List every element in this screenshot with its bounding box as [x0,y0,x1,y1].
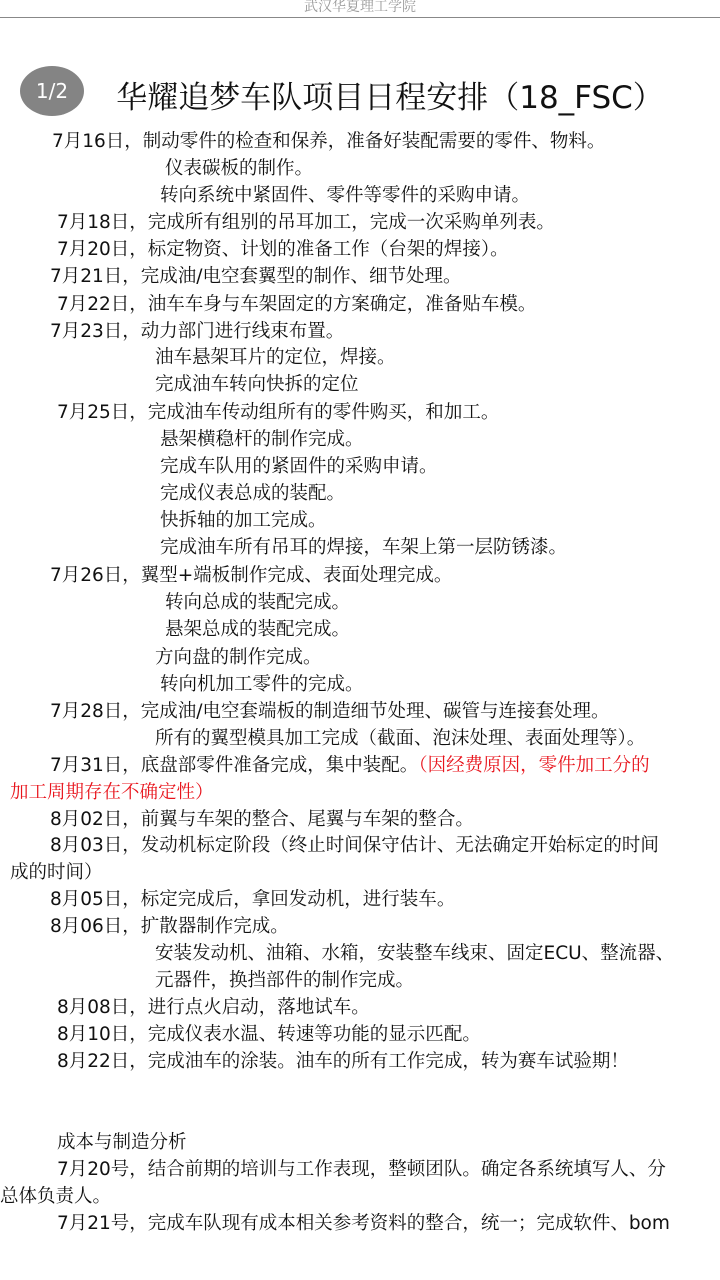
line-text: 完成油车转向快拆的定位 [155,374,359,395]
document-line [165,618,350,642]
line-text: 7月21号，完成车队现有成本相关参考资料的整合，统一；完成软件、bom [57,1213,670,1234]
document-line [50,700,610,724]
line-text: 快拆轴的加工完成。 [160,510,327,531]
document-line [50,265,462,289]
document-line [57,293,536,317]
line-text: 仪表碳板的制作。 [165,158,314,179]
document-line [57,1158,666,1182]
line-text: 完成车队用的紧固件的采购申请。 [160,456,438,477]
line-text: 7月20号，结合前期的培训与工作表现，整顿团队。确定各系统填写人、分 [57,1159,666,1180]
line-text: 转向系统中紧固件、零件等零件的采购申请。 [160,185,531,206]
line-text: 总体负责人。 [0,1186,112,1207]
line-text: 所有的翼型模具加工完成（截面、泡沫处理、表面处理等）。 [155,728,646,749]
line-text: 安装发动机、油箱、水箱，安装整车线束、固定ECU、整流器、 [155,943,675,964]
line-text: 元器件，换挡部件的制作完成。 [155,970,415,991]
header-school-name: 武汉华夏理工学院 [304,0,416,15]
line-text: 7月16日，制动零件的检查和保养，准备好装配需要的零件、物料。 [52,131,606,152]
document-line [160,428,364,452]
document-line [165,157,313,181]
line-text: 8月06日，扩散器制作完成。 [50,916,289,937]
document-header [0,0,720,18]
document-line [155,646,322,670]
document-line [57,1212,670,1236]
line-text: 8月02日，前翼与车架的整合、尾翼与车架的整合。 [50,809,474,830]
document-line [0,1185,111,1209]
document-line [50,754,650,778]
line-text: 7月21日，完成油/电空套翼型的制作、细节处理。 [50,266,462,287]
page-indicator-badge[interactable]: 1/2 [20,66,84,116]
line-text: 成的时间） [10,862,103,883]
line-text: 7月26日，翼型+端板制作完成、表面处理完成。 [50,565,453,586]
document-line [160,536,567,560]
line-text: 方向盘的制作完成。 [155,647,322,668]
line-text: 7月22日，油车车身与车架固定的方案确定，准备贴车模。 [57,294,537,315]
line-text: 8月05日，标定完成后，拿回发动机，进行装车。 [50,889,456,910]
line-text: 悬架横稳杆的制作完成。 [160,429,364,450]
document-line [160,455,438,479]
line-text: 7月23日，动力部门进行线束布置。 [50,321,345,342]
document-line [160,482,345,506]
document-line [57,996,370,1020]
line-note-red: 加工周期存在不确定性） [10,782,214,803]
document-line [155,373,359,397]
document-title: 华耀追梦车队项目日程安排（18_FSC） [116,80,664,116]
document-line [160,673,364,697]
line-text: 成本与制造分析 [57,1132,187,1153]
line-text: 完成油车所有吊耳的焊接，车架上第一层防锈漆。 [160,537,568,558]
document-line [57,1131,187,1155]
document-line [50,564,452,588]
document-line [10,861,103,885]
document-line [160,184,530,208]
document-line [52,130,605,154]
line-text: 7月18日，完成所有组别的吊耳加工，完成一次采购单列表。 [57,212,555,233]
line-text: 悬架总成的装配完成。 [165,619,351,640]
document-line [160,509,327,533]
document-line [57,211,555,235]
document-line [50,915,289,939]
document-line [50,888,455,912]
document-line [10,781,214,805]
document-line [50,834,659,858]
line-text: 油车悬架耳片的定位，焊接。 [155,347,396,368]
document-line [155,942,674,966]
document-line [155,969,414,993]
document-line [155,727,645,751]
line-text: 8月08日，进行点火启动，落地试车。 [57,997,370,1018]
line-text: 转向机加工零件的完成。 [160,674,364,695]
document-line [57,401,499,425]
document-line [155,346,396,370]
document-line [57,1023,481,1047]
line-text: 7月20日，标定物资、计划的准备工作（台架的焊接）。 [57,239,509,260]
line-text: 完成仪表总成的装配。 [160,483,346,504]
document-line [57,1050,629,1074]
document-line [50,808,474,832]
line-note-red: （因经费原因，零件加工分的 [418,755,650,776]
line-text: 7月25日，完成油车传动组所有的零件购买，和加工。 [57,402,500,423]
line-text: 转向总成的装配完成。 [165,592,351,613]
line-text: 7月31日，底盘部零件准备完成，集中装配。 [50,755,419,776]
document-line [50,320,344,344]
line-text: 7月28日，完成油/电空套端板的制造细节处理、碳管与连接套处理。 [50,701,610,722]
line-text: 8月03日，发动机标定阶段（终止时间保守估计、无法确定开始标定的时间 [50,835,659,856]
document-line [165,591,350,615]
line-text: 8月22日，完成油车的涂装。油车的所有工作完成，转为赛车试验期！ [57,1051,629,1072]
document-line [57,238,509,262]
line-text: 8月10日，完成仪表水温、转速等功能的显示匹配。 [57,1024,481,1045]
